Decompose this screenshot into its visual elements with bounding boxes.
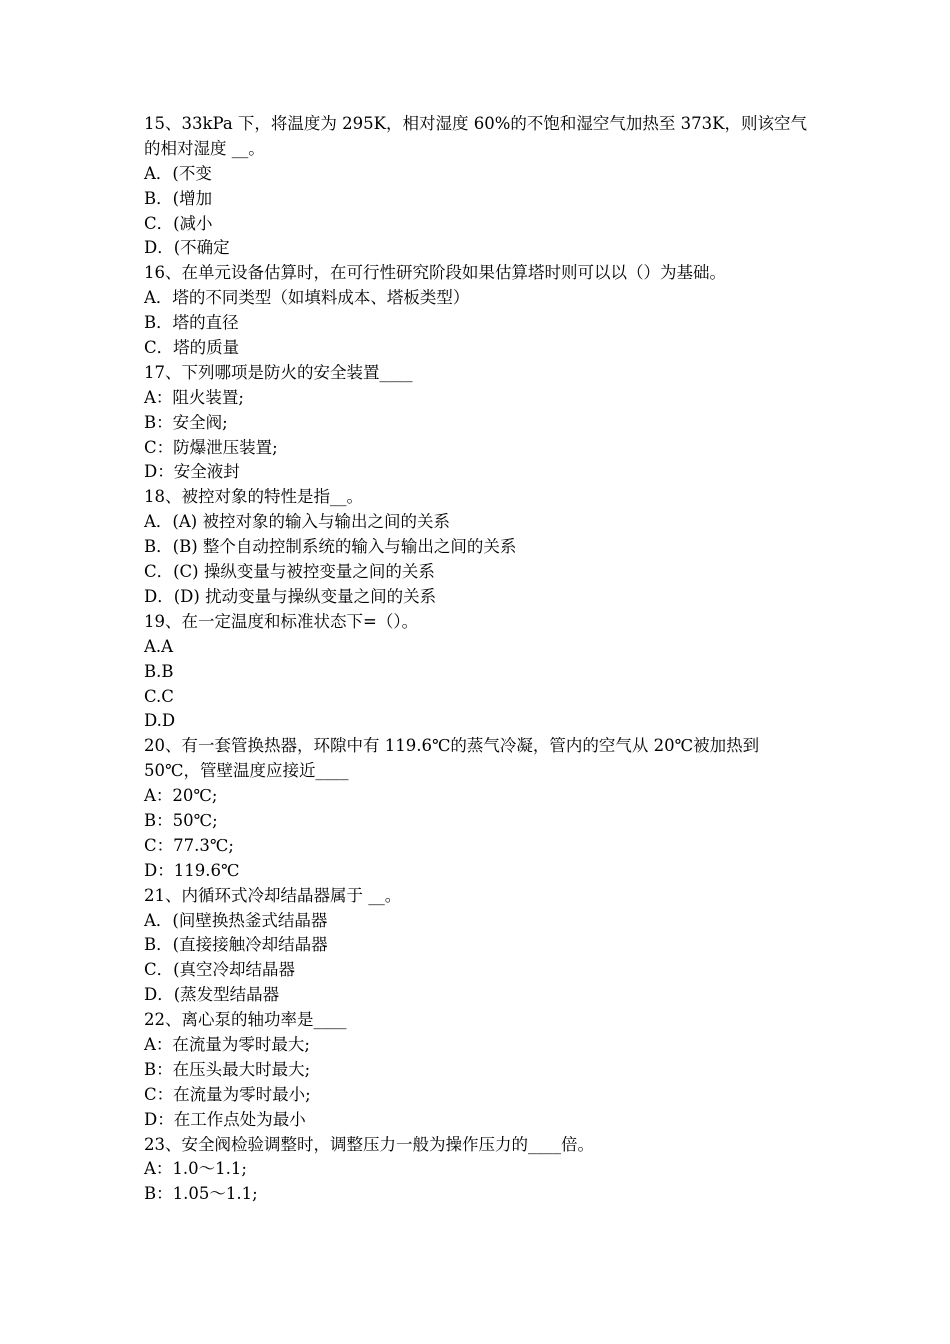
option-15-a: A．(不变	[144, 163, 212, 183]
option-16-b: B．塔的直径	[144, 313, 239, 333]
option-20-d: D：119.6℃	[144, 860, 240, 880]
question-23: 23、安全阀检验调整时，调整压力一般为操作压力的____倍。	[144, 1134, 594, 1154]
document-page	[144, 112, 814, 1207]
option-21-c: C．(真空冷却结晶器	[144, 960, 296, 980]
option-15-b: B．(增加	[144, 188, 213, 208]
option-18-a: A．(A) 被控对象的输入与输出之间的关系	[144, 512, 450, 532]
option-18-c: C．(C) 操纵变量与被控变量之间的关系	[144, 562, 435, 582]
option-20-c: C：77.3℃;	[144, 835, 234, 855]
option-15-c: C．(减小	[144, 213, 213, 233]
question-15: 15、33kPa 下，将温度为 295K，相对湿度 60%的不饱和湿空气加热至 373K，则该空气的相对湿度 __。	[144, 114, 807, 158]
option-22-c: C：在流量为零时最小;	[144, 1084, 311, 1104]
option-15-d: D．(不确定	[144, 238, 230, 258]
option-16-a: A．塔的不同类型（如填料成本、塔板类型）	[144, 288, 470, 308]
option-16-c: C．塔的质量	[144, 338, 240, 358]
option-20-a: A：20℃;	[144, 786, 218, 806]
option-23-b: B：1.05～1.1;	[144, 1184, 258, 1204]
option-22-b: B：在压头最大时最大;	[144, 1059, 311, 1079]
question-18: 18、被控对象的特性是指__。	[144, 487, 363, 507]
option-23-a: A：1.0～1.1;	[144, 1159, 247, 1179]
question-20: 20、有一套管换热器，环隙中有 119.6℃的蒸气冷凝，管内的空气从 20℃被加热到 50℃，管壁温度应接近____	[144, 736, 760, 781]
question-19: 19、在一定温度和标准状态下=（）。	[144, 611, 419, 631]
option-21-d: D．(蒸发型结晶器	[144, 985, 280, 1005]
question-22: 22、离心泵的轴功率是____	[144, 1010, 347, 1030]
option-17-c: C：防爆泄压装置;	[144, 437, 278, 457]
option-22-d: D：在工作点处为最小	[144, 1109, 306, 1129]
question-16: 16、在单元设备估算时，在可行性研究阶段如果估算塔时则可以以（）为基础。	[144, 263, 726, 283]
option-18-d: D．(D) 扰动变量与操纵变量之间的关系	[144, 586, 437, 606]
option-21-b: B．(直接接触冷却结晶器	[144, 935, 328, 955]
question-17: 17、下列哪项是防火的安全装置____	[144, 362, 413, 382]
option-20-b: B：50℃;	[144, 810, 218, 830]
option-18-b: B．(B) 整个自动控制系统的输入与输出之间的关系	[144, 537, 517, 557]
option-17-a: A：阻火装置;	[144, 387, 244, 407]
option-22-a: A：在流量为零时最大;	[144, 1034, 310, 1054]
option-19-a: A.A	[144, 636, 174, 656]
option-17-d: D：安全液封	[144, 462, 240, 482]
option-19-c: C.C	[144, 686, 174, 706]
question-21: 21、内循环式冷却结晶器属于 __。	[144, 885, 402, 905]
option-19-b: B.B	[144, 661, 174, 681]
option-21-a: A．(间壁换热釜式结晶器	[144, 910, 328, 930]
option-17-b: B：安全阀;	[144, 412, 228, 432]
option-19-d: D.D	[144, 711, 176, 731]
